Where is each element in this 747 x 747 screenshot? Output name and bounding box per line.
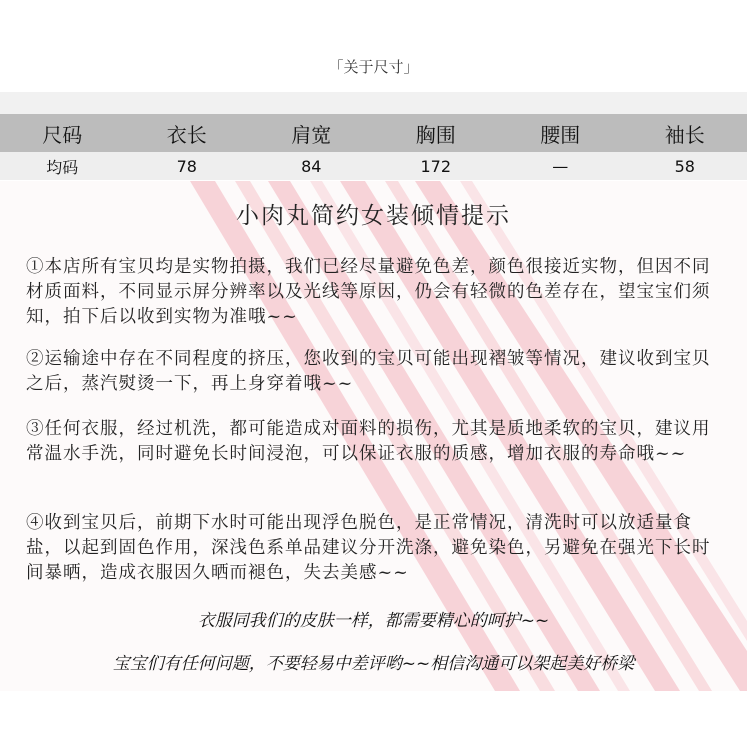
- size-table-header-row: [0, 114, 747, 152]
- header-size: 尺码: [42, 122, 83, 147]
- notice-panel: [0, 181, 747, 691]
- cell-size: 均码: [46, 157, 79, 177]
- size-table: [0, 114, 747, 180]
- header-sleeve: 袖长: [664, 122, 705, 147]
- divider-band: [0, 92, 747, 114]
- header-shoulder: 肩宽: [291, 122, 332, 147]
- cell-bust: 172: [420, 156, 452, 176]
- section-title: 「关于尺寸」: [328, 58, 419, 76]
- cell-length: 78: [176, 156, 197, 176]
- header-bust: 胸围: [415, 122, 456, 147]
- cell-shoulder: 84: [301, 156, 322, 176]
- closing-line-1: 衣服同我们的皮肤一样，都需要精心的呵护~~: [197, 611, 550, 631]
- header-waist: 腰围: [540, 122, 581, 147]
- notice-paragraph-1: ①本店所有宝贝均是实物拍摄，我们已经尽量避免色差，颜色很接近实物，但因不同材质面料，不同显示屏分辨率以及光线等原因，仍会有轻微的色差存在，望宝宝们须知，拍下后以收到实物为准哦~~: [26, 257, 711, 327]
- closing-line-2: 宝宝们有任何问题，不要轻易中差评哟~~相信沟通可以架起美好桥梁: [112, 654, 635, 674]
- header-length: 衣长: [166, 122, 207, 147]
- cell-waist: —: [552, 156, 569, 176]
- notice-title: 小肉丸简约女装倾情提示: [236, 203, 511, 229]
- cell-sleeve: 58: [674, 156, 695, 176]
- notice-paragraph-4: ④收到宝贝后，前期下水时可能出现浮色脱色，是正常情况，清洗时可以放适量食盐，以起到固色作用，深浅色系单品建议分开洗涤，避免染色，另避免在强光下长时间暴晒，造成衣服因久晒而褪色，失去美感~~: [26, 513, 711, 583]
- table-row: [0, 152, 747, 180]
- notice-paragraph-2: ②运输途中存在不同程度的挤压，您收到的宝贝可能出现褶皱等情况，建议收到宝贝之后，蒸汽熨烫一下，再上身穿着哦~~: [26, 349, 711, 394]
- notice-paragraph-3: ③任何衣服，经过机洗，都可能造成对面料的损伤，尤其是质地柔软的宝贝，建议用常温水手洗，同时避免长时间浸泡，可以保证衣服的质感，增加衣服的寿命哦~~: [26, 419, 711, 464]
